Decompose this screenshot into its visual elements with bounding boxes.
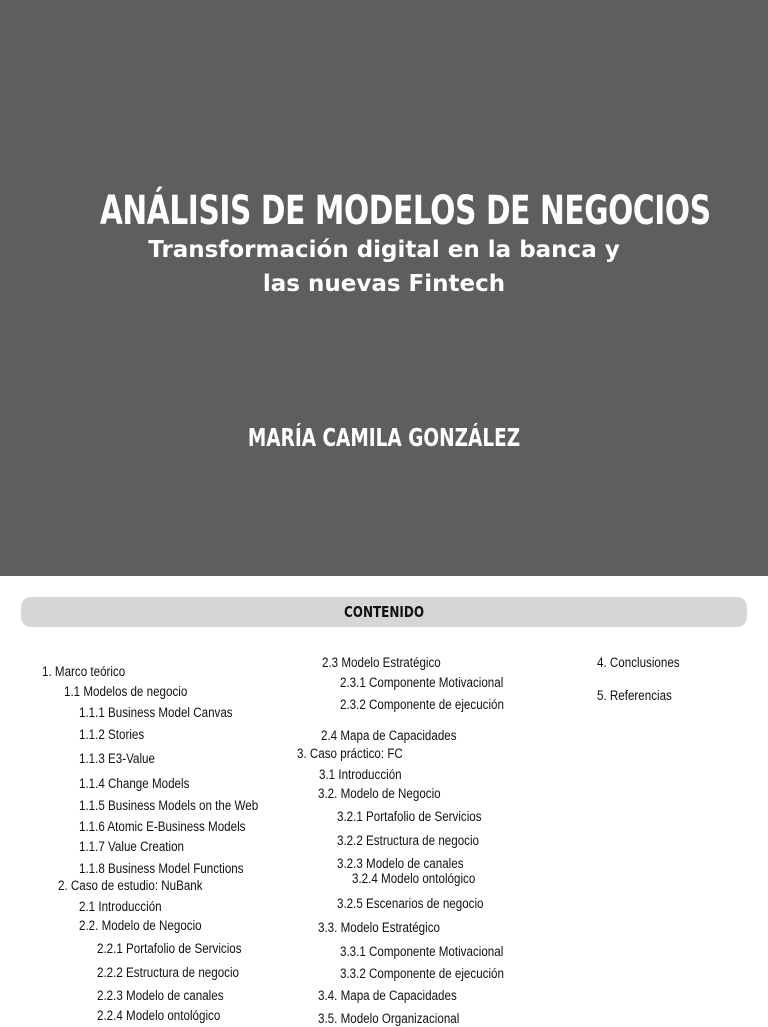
toc-item: 3. Caso práctico: FC	[297, 746, 403, 761]
toc-item: 1. Marco teórico	[42, 664, 126, 679]
toc-item: 2.2.4 Modelo ontológico	[97, 1008, 221, 1023]
toc-item: 2.2.3 Modelo de canales	[97, 988, 224, 1003]
document-title: ANÁLISIS DE MODELOS DE NEGOCIOS	[99, 188, 711, 234]
toc-item: 3.2.4 Modelo ontológico	[352, 871, 476, 886]
toc-item: 3.2.2 Estructura de negocio	[337, 833, 479, 848]
toc-item: 3.1 Introducción	[319, 767, 402, 782]
toc-item: 1.1.6 Atomic E-Business Models	[79, 819, 246, 834]
toc-item: 1.1.5 Business Models on the Web	[79, 798, 259, 813]
toc-item: 3.2.1 Portafolio de Servicios	[337, 809, 482, 824]
document-subtitle	[0, 233, 768, 301]
toc-item: 3.3.1 Componente Motivacional	[340, 944, 504, 959]
toc-item: 3.2.3 Modelo de canales	[337, 856, 464, 871]
toc-item: 2.3.1 Componente Motivacional	[340, 675, 504, 690]
toc-item: 2.1 Introducción	[79, 899, 162, 914]
toc-item: 3.4. Mapa de Capacidades	[318, 988, 457, 1003]
toc-item: 1.1.8 Business Model Functions	[79, 861, 244, 876]
toc-item: 3.3.2 Componente de ejecución	[340, 966, 504, 981]
toc-item: 1.1.4 Change Models	[79, 776, 190, 791]
toc-item: 2.2. Modelo de Negocio	[79, 918, 202, 933]
toc-item: 2.3 Modelo Estratégico	[322, 655, 441, 670]
toc-item: 2. Caso de estudio: NuBank	[58, 878, 203, 893]
toc-heading-bar	[21, 597, 747, 627]
toc-item: 2.4 Mapa de Capacidades	[321, 728, 457, 743]
author-name: MARÍA CAMILA GONZÁLEZ	[247, 423, 521, 452]
toc-item: 1.1.1 Business Model Canvas	[79, 705, 233, 720]
toc-item: 3.5. Modelo Organizacional	[318, 1011, 460, 1026]
subtitle-line-2: las nuevas Fintech	[262, 271, 506, 297]
toc-item: 1.1 Modelos de negocio	[64, 684, 188, 699]
toc-item: 2.3.2 Componente de ejecución	[340, 697, 504, 712]
toc-item: 5. Referencias	[597, 688, 672, 703]
toc-item: 1.1.7 Value Creation	[79, 839, 185, 854]
toc-item: 3.2.5 Escenarios de negocio	[337, 896, 484, 911]
toc-item: 1.1.3 E3-Value	[79, 751, 155, 766]
toc-item: 3.2. Modelo de Negocio	[318, 786, 441, 801]
subtitle-line-1: Transformación digital en la banca y	[148, 237, 620, 263]
toc-item: 2.2.2 Estructura de negocio	[97, 965, 239, 980]
toc-item: 1.1.2 Stories	[79, 727, 145, 742]
toc-item: 2.2.1 Portafolio de Servicios	[97, 941, 242, 956]
toc-heading: CONTENIDO	[343, 603, 425, 621]
toc-item: 4. Conclusiones	[597, 655, 680, 670]
toc-item: 3.3. Modelo Estratégico	[318, 920, 440, 935]
